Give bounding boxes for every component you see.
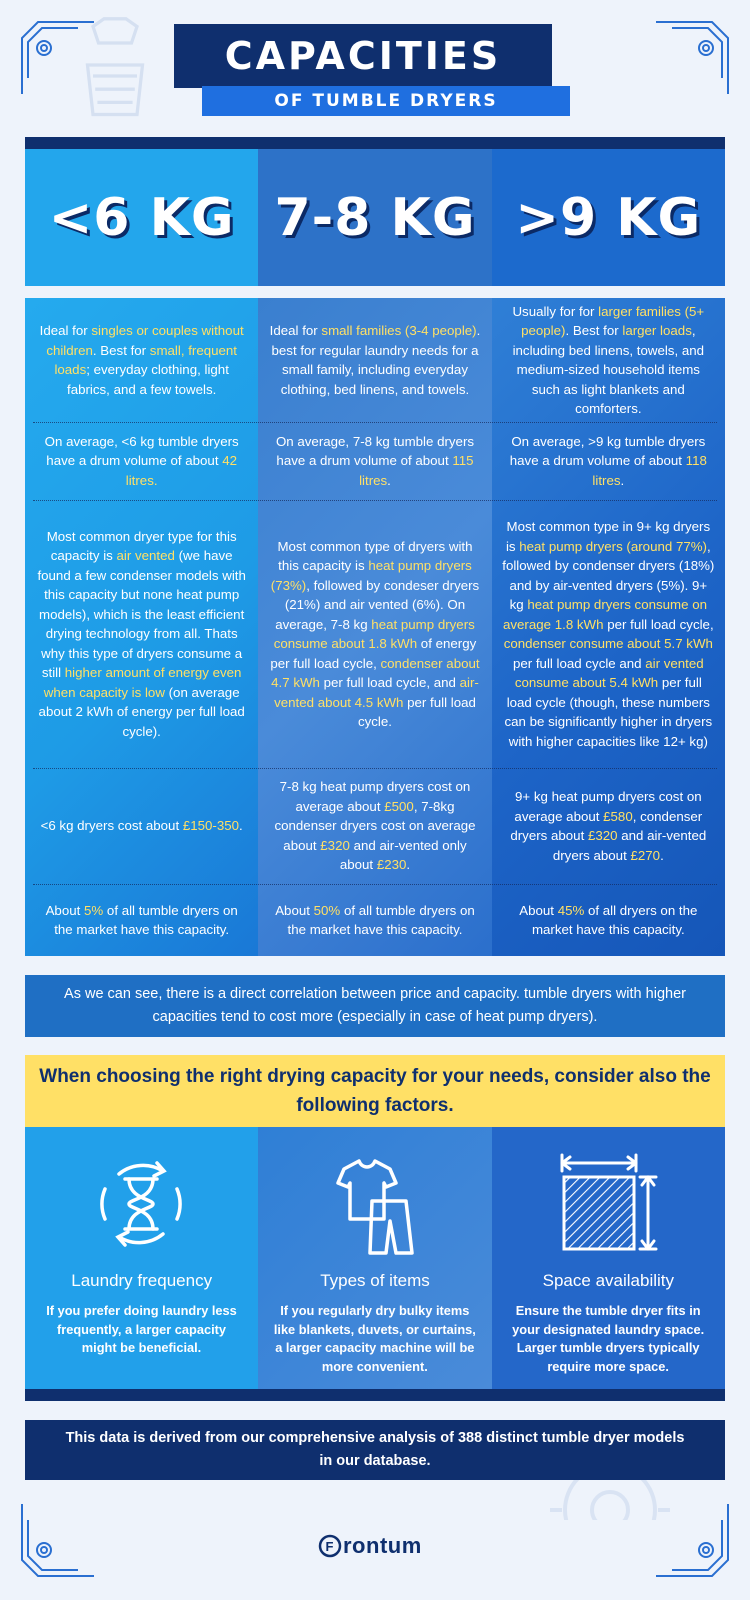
factor-description: Ensure the tumble dryer fits in your designated laundry space. Larger tumble dryers typically require more space. <box>512 1303 705 1374</box>
body-text: Most common type of dryers with this capacity is <box>277 538 473 573</box>
capacity-header-medium: 7-8 KG <box>258 149 491 286</box>
body-text: 7-8 kg heat pump dryers cost on average about <box>279 779 471 814</box>
body-text: per full load cycle. <box>357 694 476 729</box>
highlight-text: 118 litres <box>592 453 707 488</box>
highlight-text: 115 litres <box>359 453 474 488</box>
logo-text: rontum <box>343 1533 422 1558</box>
body-text: , including bed linens, towels, and medium-sized household items such as light blankets and comforters. <box>512 323 705 416</box>
cell-use-medium <box>258 298 491 422</box>
highlight-text: singles or couples without children <box>46 323 244 358</box>
hourglass-cycle-icon <box>91 1149 191 1259</box>
body-text: per full load cycle and <box>512 655 646 671</box>
body-text: of energy per full load cycle, <box>270 636 477 671</box>
highlight-text: 42 litres. <box>125 453 238 488</box>
dimensions-icon <box>558 1149 658 1259</box>
highlight-text: £500 <box>384 798 414 814</box>
highlight-text: £580 <box>603 808 633 824</box>
factor-description: If you prefer doing laundry less frequently, a larger capacity might be beneficial. <box>46 1303 237 1355</box>
body-text: <6 kg dryers cost about <box>40 818 183 834</box>
body-text: per full load cycle (though, these numbers can be significantly higher in dryers with higher capacities like 12+ kg) <box>504 675 713 749</box>
body-text: 9+ kg heat pump dryers cost on average about <box>514 789 702 824</box>
highlight-text: £320 <box>320 837 350 853</box>
body-text: . <box>239 818 243 834</box>
body-text: About <box>45 902 85 918</box>
body-text: of all tumble dryers on the market have this capacity. <box>287 902 475 937</box>
cell-text <box>502 517 715 751</box>
highlight-text: £270 <box>630 847 661 863</box>
highlight-text: 50% <box>313 902 341 918</box>
factor-description: If you regularly dry bulky items like blankets, duvets, or curtains, a larger capacity machine will be more convenient. <box>273 1303 476 1374</box>
cell-type-small <box>25 500 258 768</box>
capacity-header-large: >9 KG <box>492 149 725 286</box>
cell-volume-small <box>25 422 258 500</box>
body-text: and air-vented dryers about <box>552 828 707 863</box>
highlight-text: heat pump dryers (73%) <box>270 558 472 593</box>
body-text: Most common dryer type for this capacity is <box>46 528 237 564</box>
highlight-text: £230 <box>376 857 407 873</box>
cell-cost-medium <box>258 768 491 884</box>
capacity-header-row <box>25 149 725 286</box>
body-text: per full load cycle, <box>603 616 714 632</box>
cell-volume-large <box>492 422 725 500</box>
highlight-text: air vented consume about 5.4 kWh <box>514 655 704 690</box>
body-text: , followed by condenser dryers (18%) and by air-vented dryers (5%). 9+ kg <box>502 538 715 612</box>
page-subtitle: OF TUMBLE DRYERS <box>202 86 570 116</box>
cell-text <box>502 901 715 940</box>
body-text: Ideal for <box>39 323 92 338</box>
cell-text <box>268 321 481 399</box>
body-text: . <box>660 847 664 863</box>
factor-title: Types of items <box>320 1271 430 1290</box>
body-text: per full load cycle, and <box>319 675 460 690</box>
body-text: Most common type in 9+ kg dryers is <box>505 519 711 554</box>
cell-share-small <box>25 884 258 956</box>
highlight-text: heat pump dryers consume about 1.8 kWh <box>273 616 475 651</box>
page-title: CAPACITIES <box>174 24 552 88</box>
cell-share-medium <box>258 884 491 956</box>
source-note: This data is derived from our comprehensive analysis of 388 distinct tumble dryer models in our database. <box>25 1420 725 1480</box>
highlight-text: air vented <box>116 548 175 564</box>
brand-logo[interactable] <box>318 1532 422 1560</box>
body-text: , condenser dryers about <box>510 808 703 843</box>
body-text: . best for regular laundry needs for a small family, including everyday clothing, bed linens, and towels. <box>271 323 481 397</box>
body-text: . <box>620 472 625 488</box>
body-text: . <box>387 472 391 488</box>
circuit-decoration-bottom-left <box>18 1500 98 1580</box>
cell-text <box>502 787 715 865</box>
cell-type-large <box>492 500 725 768</box>
cell-text <box>268 901 481 940</box>
highlight-text: 45% <box>557 902 585 918</box>
cell-cost-small <box>25 768 258 884</box>
cell-cost-large <box>492 768 725 884</box>
capacity-table <box>25 298 725 956</box>
cell-text <box>502 302 715 419</box>
body-text: . Best for <box>565 323 623 338</box>
body-text: of all dryers on the market have this capacity. <box>531 902 698 937</box>
factor-types-of-items <box>258 1127 491 1389</box>
body-text: About <box>519 902 558 918</box>
highlight-text: heat pump dryers consume on average 1.8 kWh <box>502 597 707 632</box>
highlight-text: £150-350 <box>182 818 240 834</box>
body-text: On average, 7-8 kg tumble dryers have a drum volume of about <box>275 433 475 469</box>
highlight-text: condenser about 4.7 kWh <box>271 655 480 690</box>
body-text: On average, >9 kg tumble dryers have a drum volume of about <box>509 433 706 469</box>
circuit-decoration-top-right <box>652 18 732 98</box>
factors-heading: When choosing the right drying capacity for your needs, consider also the following factors. <box>25 1055 725 1127</box>
body-text: and air-vented only about <box>339 837 467 873</box>
capacity-header-small: <6 KG <box>25 149 258 286</box>
cell-use-small <box>25 298 258 422</box>
highlight-text: £320 <box>587 828 618 843</box>
body-text: . Best for <box>92 342 150 358</box>
cell-text <box>35 901 248 940</box>
highlight-text: larger families (5+ people) <box>521 303 705 338</box>
body-text: , 7-8kg condenser dryers cost on average about <box>274 798 476 853</box>
cell-text <box>268 432 481 491</box>
highlight-text: air-vented about 4.5 kWh <box>274 675 479 710</box>
body-text: , followed by condeser dryers (21%) and air vented (6%). On average, 7-8 kg <box>275 577 480 632</box>
factor-title: Space availability <box>542 1271 674 1290</box>
cell-text <box>35 321 248 399</box>
factor-laundry-frequency <box>25 1127 258 1389</box>
highlight-text: small families (3-4 people) <box>321 323 477 338</box>
conclusion-text: As we can see, there is a direct correlation between price and capacity. tumble dryers with higher capacities tend to cost more (especially in case of heat pump dryers). <box>25 975 725 1037</box>
body-text: (on average about 2 kWh of energy per full load cycle). <box>38 684 245 739</box>
body-text: Ideal for <box>269 323 322 338</box>
highlight-text: higher amount of energy even when capacity is low <box>43 665 242 700</box>
factors-row <box>25 1127 725 1389</box>
cell-text <box>35 432 248 491</box>
laundry-basket-icon <box>60 10 170 120</box>
frontum-logo-icon <box>318 1534 342 1558</box>
table-top-bar <box>25 137 725 149</box>
cell-use-large <box>492 298 725 422</box>
cell-text <box>35 527 248 742</box>
factor-space-availability <box>492 1127 725 1389</box>
highlight-text: heat pump dryers (around 77%) <box>519 538 707 554</box>
clothes-icon <box>324 1149 424 1259</box>
cell-text <box>41 816 243 836</box>
body-text: ; everyday clothing, light fabrics, and a few towels. <box>67 362 229 397</box>
logo-letter: F <box>325 1539 334 1554</box>
highlight-text: condenser consume about 5.7 kWh <box>503 636 713 651</box>
body-text: . <box>406 857 411 873</box>
highlight-text: larger loads <box>622 323 692 338</box>
body-text: About <box>275 902 314 918</box>
cell-volume-medium <box>258 422 491 500</box>
cell-text <box>502 432 715 491</box>
body-text: On average, <6 kg tumble dryers have a drum volume of about <box>44 433 239 469</box>
cell-share-large <box>492 884 725 956</box>
body-text: of all tumble dryers on the market have this capacity. <box>54 902 238 937</box>
cell-text <box>268 777 481 875</box>
highlight-text: small, frequent loads <box>54 342 238 377</box>
factor-title: Laundry frequency <box>71 1271 213 1290</box>
body-text: Usually for for <box>512 303 599 319</box>
cell-text <box>268 537 481 732</box>
cell-type-medium <box>258 500 491 768</box>
body-text: (we have found a few condenser models with this capacity but none heat pump models), which is the least efficient drying technology from all. Thats why this type of dryers consume a still <box>37 548 246 681</box>
highlight-text: 5% <box>84 902 104 918</box>
